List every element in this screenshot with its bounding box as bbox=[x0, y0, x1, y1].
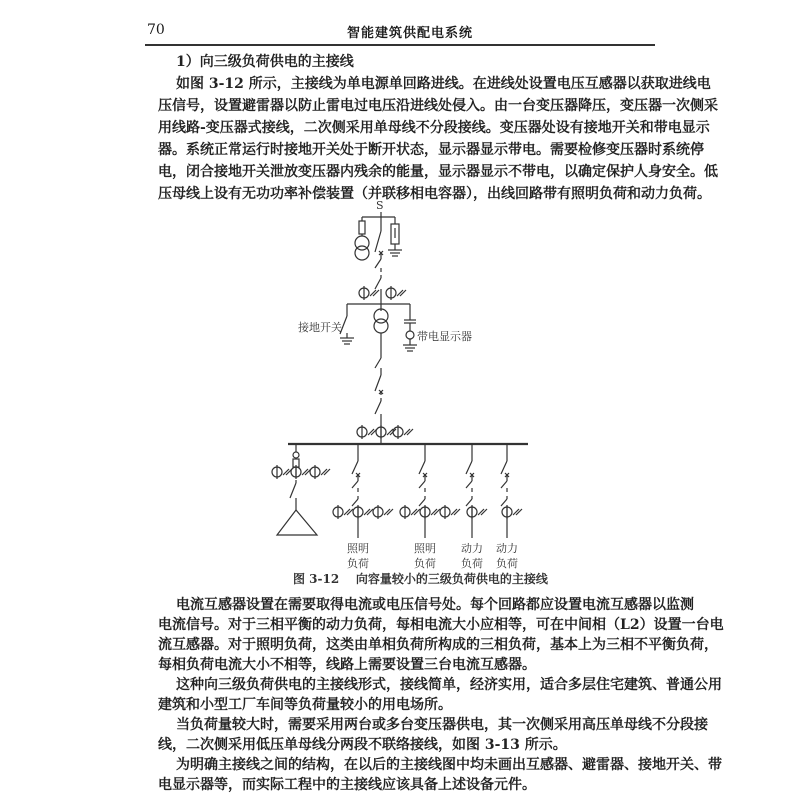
switch-blade bbox=[419, 461, 425, 474]
switch-blade bbox=[375, 375, 381, 391]
capacitor-bank-icon bbox=[277, 510, 317, 535]
fuse-icon bbox=[293, 452, 299, 458]
ct-hatch bbox=[367, 509, 373, 515]
branch-label: 动力 bbox=[461, 542, 483, 555]
switch-blade bbox=[466, 461, 472, 474]
switch-blade bbox=[466, 481, 472, 488]
ct-hatch bbox=[324, 469, 330, 475]
text-line: 建筑和小型工厂车间等负荷量较小的用电场所。 bbox=[158, 697, 452, 713]
ct-hatch bbox=[451, 509, 457, 515]
text-line: 电显示器等，而实际工程中的主接线应该具备上述设备元件。 bbox=[158, 777, 536, 793]
ct-hatch bbox=[321, 469, 327, 475]
figure-caption: 图 3-12 向容量较小的三级负荷供电的主接线 bbox=[293, 572, 548, 586]
ct-hatch bbox=[368, 429, 374, 435]
switch-blade bbox=[501, 461, 507, 474]
ct-hatch bbox=[370, 290, 376, 296]
ct-hatch bbox=[404, 429, 410, 435]
branch-label: 照明 bbox=[347, 542, 369, 555]
text-line: 为明确主接线之间的结构，在以后的主接线图中均未画出互感器、避雷器、接地开关、带 bbox=[176, 757, 722, 773]
switch-blade bbox=[375, 358, 381, 368]
switch-blade bbox=[375, 259, 381, 268]
ct-hatch bbox=[397, 290, 403, 296]
text-line: 每相负荷电流大小不相等，线路上需要设置三台电流互感器。 bbox=[158, 657, 536, 673]
switch-blade bbox=[501, 481, 507, 488]
source-label: S bbox=[376, 199, 384, 212]
ct-hatch bbox=[434, 509, 440, 515]
ct-hatch bbox=[387, 429, 393, 435]
switch-blade bbox=[352, 461, 358, 474]
switch-blade bbox=[352, 499, 358, 506]
ct-hatch bbox=[364, 509, 370, 515]
live-indicator-icon bbox=[406, 331, 414, 339]
running-title: 智能建筑供配电系统 bbox=[346, 26, 473, 41]
text-line: 线，二次侧采用低压单母线分两段不联络接线，如图 3-13 所示。 bbox=[158, 737, 567, 753]
ct-hatch bbox=[347, 509, 353, 515]
switch-blade bbox=[375, 278, 381, 289]
switch-blade bbox=[466, 499, 472, 506]
text-line: 电流信号。对于三相平衡的动力负荷，每相电流大小应相等，可在中间相（L2）设置一台电 bbox=[158, 617, 724, 633]
ct-hatch bbox=[302, 469, 308, 475]
switch-blade bbox=[419, 481, 425, 488]
switch-blade bbox=[419, 499, 425, 506]
branch-label: 动力 bbox=[496, 542, 518, 555]
switch-blade bbox=[375, 401, 381, 414]
branch-label: 负荷 bbox=[461, 557, 483, 570]
grounding-switch-label: 接地开关 bbox=[298, 321, 342, 334]
text-line: 如图 3-12 所示，主接线为单电源单回路进线。在进线处设置电压互感器以获取进线电 bbox=[176, 76, 711, 92]
ct-hatch bbox=[407, 429, 413, 435]
transformer-icon bbox=[355, 246, 369, 260]
ct-hatch bbox=[481, 509, 487, 515]
live-indicator-label: 带电显示器 bbox=[417, 330, 472, 343]
ct-hatch bbox=[411, 509, 417, 515]
text-line: 当负荷量较大时，需要采用两台或多台变压器供电，其一次侧采用高压单母线不分段接 bbox=[176, 717, 708, 733]
ct-hatch bbox=[344, 509, 350, 515]
text-line: 压母线上设有无功功率补偿装置（并联移相电容器），出线回路带有照明负荷和动力负荷。 bbox=[158, 186, 711, 202]
ct-hatch bbox=[400, 290, 406, 296]
switch-blade bbox=[290, 483, 296, 498]
switch-blade bbox=[501, 499, 507, 506]
switch-blade bbox=[375, 231, 381, 252]
ct-hatch bbox=[373, 290, 379, 296]
branch-label: 负荷 bbox=[347, 557, 369, 570]
text-line: 流互感器。对于照明负荷，这类由单相负荷所构成的三相负荷，基本上为三相不平衡负荷， bbox=[158, 637, 718, 653]
ct-hatch bbox=[387, 509, 393, 515]
ct-hatch bbox=[414, 509, 420, 515]
branch-label: 负荷 bbox=[496, 557, 518, 570]
text-line: 电，闭合接地开关泄放变压器内残余的能量，显示器显示不带电，以确定保护人身安全。低 bbox=[158, 164, 718, 180]
text-line: 器。系统正常运行时接地开关处于断开状态，显示器显示带电。需要检修变压器时系统停 bbox=[158, 142, 704, 158]
ct-hatch bbox=[516, 509, 522, 515]
branch-label: 照明 bbox=[414, 542, 436, 555]
fuse-icon bbox=[359, 221, 365, 234]
ct-hatch bbox=[384, 509, 390, 515]
text-line: 电流互感器设置在需要取得电流或电压信号处。每个回路都应设置电流互感器以监测 bbox=[176, 597, 694, 613]
switch-blade bbox=[352, 481, 358, 488]
text-line: 压信号，设置避雷器以防止雷电过电压沿进线处侵入。由一台变压器降压，变压器一次侧采 bbox=[158, 98, 718, 114]
transformer-icon bbox=[374, 319, 388, 333]
text-line: 用线路-变压器式接线，二次侧采用单母线不分段接线。变压器处设有接地开关和带电显示 bbox=[158, 120, 710, 136]
ct-hatch bbox=[283, 469, 289, 475]
section-heading: 1）向三级负荷供电的主接线 bbox=[176, 54, 354, 70]
ct-hatch bbox=[478, 509, 484, 515]
ct-hatch bbox=[431, 509, 437, 515]
branch-label: 负荷 bbox=[414, 557, 436, 570]
page-number: 70 bbox=[147, 22, 165, 38]
text-line: 这种向三级负荷供电的主接线形式，接线简单，经济实用，适合多层住宅建筑、普通公用 bbox=[176, 677, 722, 693]
ct-hatch bbox=[513, 509, 519, 515]
ct-hatch bbox=[454, 509, 460, 515]
